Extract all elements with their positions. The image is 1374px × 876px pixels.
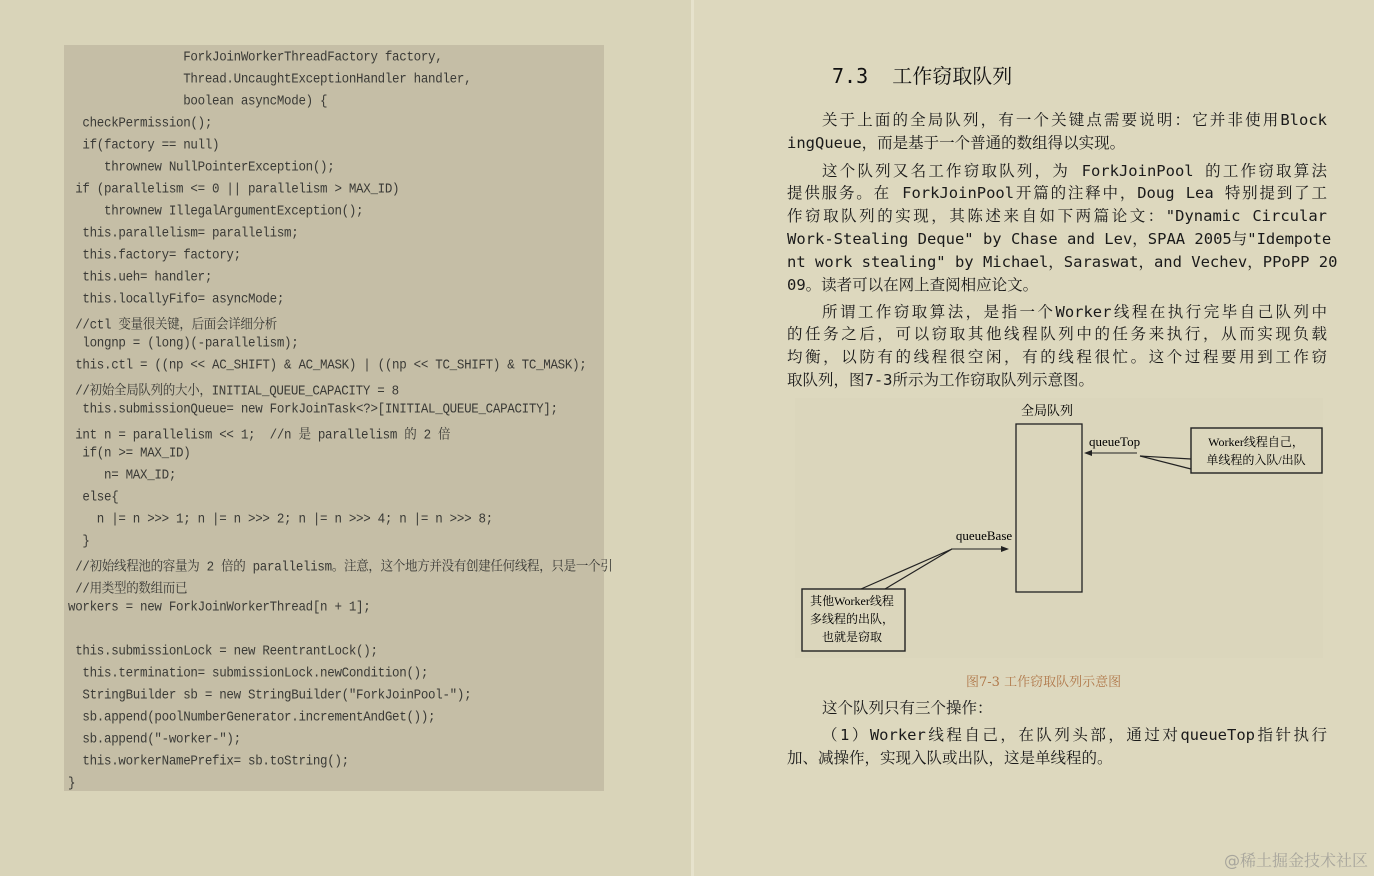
queue-label: 全局队列 — [1020, 403, 1074, 418]
code-line: Thread.UncaughtExceptionHandler handler, — [68, 71, 472, 87]
section-heading: 7.3 工作窃取队列 — [832, 64, 1013, 88]
code-line: //用类型的数组而已 — [68, 581, 188, 597]
code-line: thrownew IllegalArgumentException(); — [68, 203, 364, 219]
code-line: StringBuilder sb = new StringBuilder("ForkJoinPool-"); — [68, 687, 472, 703]
code-line: //初始线程池的容量为 2 倍的 parallelism。注意，这个地方并没有创建任何线程，只是一个引 — [68, 559, 613, 575]
paragraph-line: 均衡，以防有的线程很空闲，有的线程很忙。这个过程要用到工作窃 — [787, 348, 1327, 366]
code-line: this.parallelism= parallelism; — [68, 225, 299, 241]
queue-box — [1016, 424, 1082, 592]
code-line: checkPermission(); — [68, 115, 213, 131]
paragraph-line: 作窃取队列的实现，其陈述来自如下两篇论文："Dynamic Circular — [787, 207, 1327, 225]
code-line: ForkJoinWorkerThreadFactory factory, — [68, 49, 443, 65]
code-line: sb.append(poolNumberGenerator.incrementAndGet()); — [68, 709, 436, 725]
figure-caption: 图7-3 工作窃取队列示意图 — [966, 675, 1122, 690]
code-line: if (parallelism <= 0 || parallelism > MAX_ID) — [68, 181, 400, 197]
figure-work-stealing-queue — [795, 398, 1323, 658]
code-line: workers = new ForkJoinWorkerThread[n + 1]; — [68, 599, 371, 615]
code-line: this.ctl = ((np << AC_SHIFT) & AC_MASK) | ((np << TC_SHIFT) & TC_MASK); — [68, 357, 587, 373]
code-line: //初始全局队列的大小，INITIAL_QUEUE_CAPACITY = 8 — [68, 383, 399, 399]
code-line: int n = parallelism << 1; //n 是 parallelism 的 2 倍 — [68, 427, 451, 443]
code-line: n |= n >>> 1; n |= n >>> 2; n |= n >>> 4; n |= n >>> 8; — [68, 511, 493, 527]
paragraph-line: 取队列，图7-3所示为工作窃取队列示意图。 — [787, 371, 1094, 389]
code-line: sb.append("-worker-"); — [68, 731, 241, 747]
thief-note-line: 其他Worker线程 — [810, 594, 894, 608]
paragraph-line: 所谓工作窃取算法，是指一个Worker线程在执行完毕自己队列中 — [822, 303, 1327, 321]
queue-top-label: queueTop — [1089, 434, 1141, 449]
code-line: boolean asyncMode) { — [68, 93, 328, 109]
code-block — [64, 45, 613, 791]
code-line: //ctl 变量很关键，后面会详细分析 — [68, 317, 278, 333]
paragraph-line: 提供服务。在 ForkJoinPool开篇的注释中，Doug Lea 特别提到了工 — [787, 184, 1327, 202]
paragraph-line: 关于上面的全局队列，有一个关键点需要说明：它并非使用Block — [822, 111, 1327, 129]
code-line: this.submissionQueue= new ForkJoinTask<?>[INITIAL_QUEUE_CAPACITY]; — [68, 401, 558, 417]
code-line: this.submissionLock = new ReentrantLock(); — [68, 643, 378, 659]
code-line: this.workerNamePrefix= sb.toString(); — [68, 753, 349, 769]
callout-pointer — [861, 549, 952, 589]
code-line: n= MAX_ID; — [68, 467, 177, 483]
arrowhead-icon — [1084, 450, 1092, 456]
queue-base-label: queueBase — [955, 528, 1013, 543]
paragraph-line: 09。读者可以在网上查阅相应论文。 — [787, 276, 1039, 294]
paragraph-line: 这个队列只有三个操作： — [822, 699, 993, 717]
code-line: thrownew NullPointerException(); — [68, 159, 335, 175]
watermark: @稀土掘金技术社区 — [1223, 851, 1368, 870]
arrowhead-icon — [1001, 546, 1009, 552]
owner-note-line: 单线程的入队/出队 — [1206, 453, 1306, 467]
thief-note-line: 也就是窃取 — [821, 630, 883, 644]
code-line: } — [68, 533, 90, 549]
diagram — [795, 398, 1323, 658]
paragraph-line: 这个队列又名工作窃取队列，为 ForkJoinPool 的工作窃取算法 — [822, 162, 1327, 180]
paragraph-line: Work-Stealing Deque" by Chase and Lev，SPAA 2005与"Idempote — [787, 230, 1332, 248]
paragraph-line: 加、减操作，实现入队或出队，这是单线程的。 — [787, 749, 1113, 767]
owner-note-line: Worker线程自己， — [1208, 435, 1304, 449]
paragraph-line: nt work stealing" by Michael，Saraswat，and Vechev，PPoPP 20 — [787, 253, 1338, 271]
paragraph-line: 的任务之后，可以窃取其他线程队列中的任务来执行，从而实现负载 — [787, 325, 1327, 343]
paragraph-line: （1）Worker线程自己，在队列头部，通过对queueTop指针执行 — [822, 726, 1327, 744]
thief-note-line: 多线程的出队， — [809, 612, 895, 626]
code-line: this.ueh= handler; — [68, 269, 213, 285]
code-line: } — [68, 775, 76, 791]
code-line: longnp = (long)(-parallelism); — [68, 335, 299, 351]
code-line: if(n >= MAX_ID) — [68, 445, 191, 461]
code-line: else{ — [68, 489, 119, 505]
code-line: this.factory= factory; — [68, 247, 241, 263]
paragraph-line: ingQueue，而是基于一个普通的数组得以实现。 — [787, 134, 1126, 152]
code-line: this.locallyFifo= asyncMode; — [68, 291, 285, 307]
code-line: if(factory == null) — [68, 137, 220, 153]
code-line: this.termination= submissionLock.newCondition(); — [68, 665, 429, 681]
callout-pointer — [1140, 456, 1191, 469]
